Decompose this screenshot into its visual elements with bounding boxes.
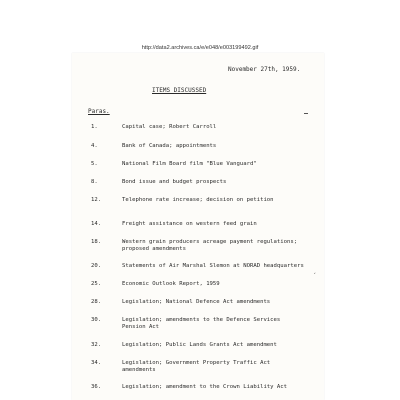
item-text: Legislation; National Defence Act amendments bbox=[122, 299, 271, 305]
item-text: Western grain producers acreage payment regulations; proposed amendments bbox=[122, 239, 298, 252]
margin-mark bbox=[304, 113, 308, 114]
item-text: Bond issue and budget prospects bbox=[122, 179, 227, 185]
item-number: 4. bbox=[91, 143, 98, 149]
item-text: Legislation; amendments to the Defence Services Pension Act bbox=[122, 317, 281, 330]
item-number: 8. bbox=[91, 179, 98, 185]
item-text: Freight assistance on western feed grain bbox=[122, 221, 257, 227]
item-text: Legislation; Public Lands Grants Act amendment bbox=[122, 342, 277, 348]
margin-mark: ˏ bbox=[313, 267, 317, 274]
item-text: National Film Board film "Blue Vanguard" bbox=[122, 161, 257, 167]
item-number: 28. bbox=[91, 299, 102, 305]
item-number: 12. bbox=[91, 197, 102, 203]
paras-label: Paras. bbox=[88, 108, 110, 115]
item-text: Telephone rate increase; decision on petition bbox=[122, 197, 274, 203]
memo-heading: ITEMS DISCUSSED bbox=[152, 87, 207, 94]
item-number: 18. bbox=[91, 239, 102, 245]
item-number: 1. bbox=[91, 124, 98, 130]
item-number: 34. bbox=[91, 360, 102, 366]
item-number: 14. bbox=[91, 221, 102, 227]
item-number: 32. bbox=[91, 342, 102, 348]
source-url: http://data2.archives.ca/e/e048/e003199492.gif bbox=[141, 45, 259, 51]
item-text: Bank of Canada; appointments bbox=[122, 143, 217, 149]
item-number: 30. bbox=[91, 317, 102, 323]
item-text: Legislation; Government Property Traffic Act amendments bbox=[122, 360, 271, 373]
item-number: 25. bbox=[91, 281, 102, 287]
item-text: Capital case; Robert Carroll bbox=[122, 124, 217, 130]
item-number: 36. bbox=[91, 384, 102, 390]
item-number: 5. bbox=[91, 161, 98, 167]
item-text: Economic Outlook Report, 1959 bbox=[122, 281, 220, 287]
item-number: 20. bbox=[91, 263, 102, 269]
item-text: Statements of Air Marshal Slemon at NORAD headquarters bbox=[122, 263, 304, 269]
item-text: Legislation; amendment to the Crown Liability Act bbox=[122, 384, 288, 390]
memo-date: November 27th, 1959. bbox=[228, 66, 301, 73]
